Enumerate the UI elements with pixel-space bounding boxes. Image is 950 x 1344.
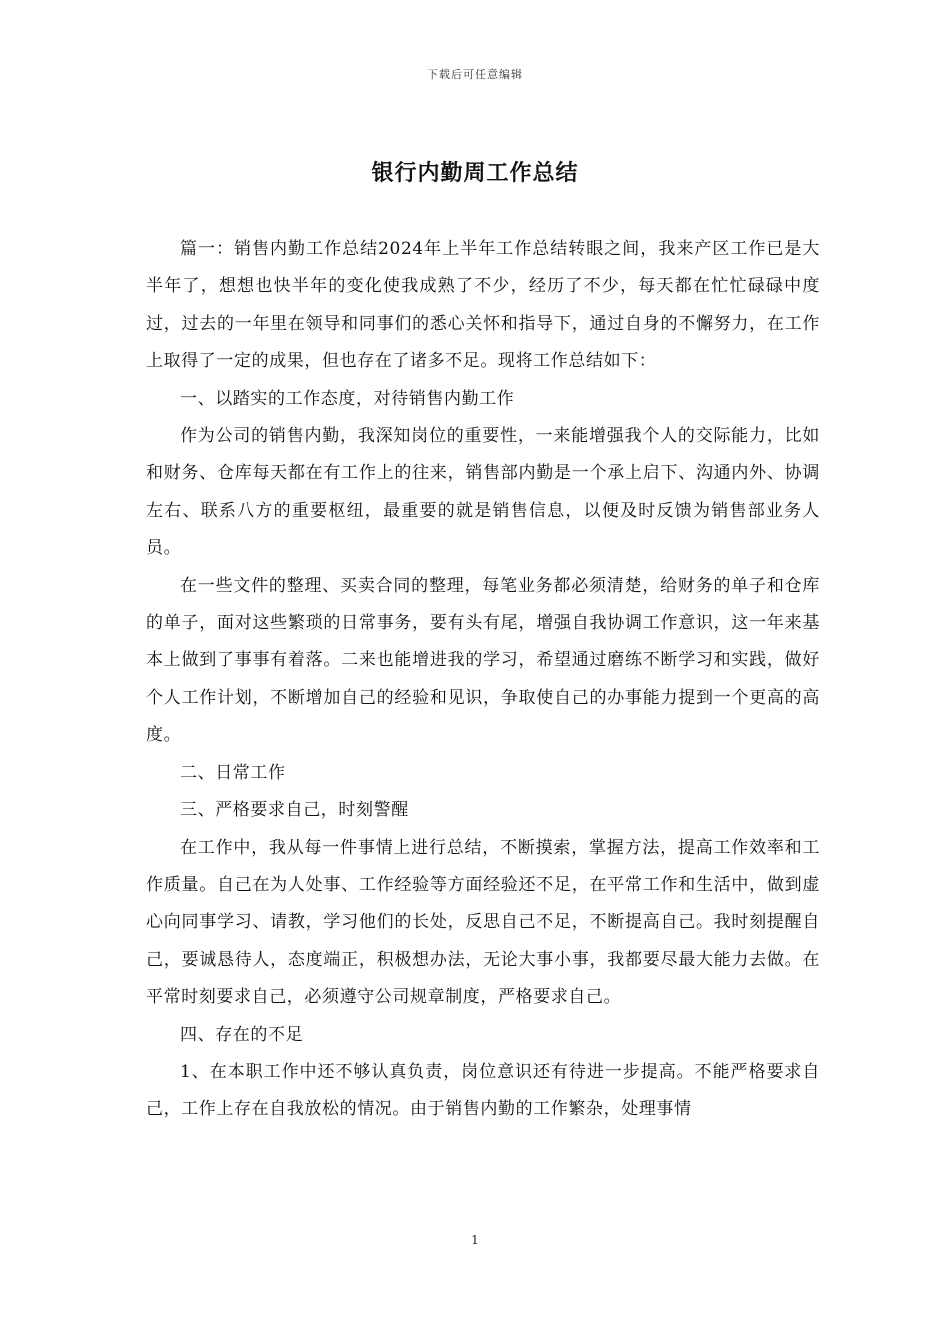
page-header: 下载后可任意编辑 xyxy=(427,68,523,81)
section-heading-3: 三、严格要求自己，时刻警醒 xyxy=(180,800,409,821)
section-heading-2: 二、日常工作 xyxy=(180,762,286,783)
paragraph: 在一些文件的整理、买卖合同的整理，每笔业务都必须清楚，给财务的单子和仓库的单子，面对这些繁琐的日常事务，要有头有尾，增强自我协调工作意识，这一年来基本上做到了事事有着落。二来也能增进我的学习，希望通过磨练不断学习和实践，做好个人工作计划，不断增加自己的经验和见识，争取使自己的办事能力提到一个更高的高度。 xyxy=(146,575,820,746)
paragraph: 在工作中，我从每一件事情上进行总结，不断摸索，掌握方法，提高工作效率和工作质量。自己在为人处事、工作经验等方面经验还不足，在平常工作和生活中，做到虚心向同事学习、请教，学习他们的长处，反思自己不足，不断提高自己。我时刻提醒自己，要诚恳待人，态度端正，积极想办法，无论大事小事，我都要尽最大能力去做。在平常时刻要求自己，必须遵守公司规章制度，严格要求自己。 xyxy=(146,837,820,1008)
paragraph: 1、在本职工作中还不够认真负责，岗位意识还有待进一步提高。不能严格要求自己，工作上存在自我放松的情况。由于销售内勤的工作繁杂，处理事情 xyxy=(146,1061,820,1120)
section-heading-4: 四、存在的不足 xyxy=(180,1024,304,1045)
document-title: 银行内勤周工作总结 xyxy=(371,160,579,186)
paragraph-intro: 篇一：销售内勤工作总结2024年上半年工作总结转眼之间，我来产区工作已是大半年了，想想也快半年的变化使我成熟了不少，经历了不少，每天都在忙忙碌碌中度过，过去的一年里在领导和同事们的悉心关怀和指导下，通过自身的不懈努力，在工作上取得了一定的成果，但也存在了诸多不足。现将工作总结如下： xyxy=(146,239,820,372)
section-heading-1: 一、以踏实的工作态度，对待销售内勤工作 xyxy=(180,388,515,409)
page-number: 1 xyxy=(471,1233,479,1247)
paragraph: 作为公司的销售内勤，我深知岗位的重要性，一来能增强我个人的交际能力，比如和财务、仓库每天都在有工作上的往来，销售部内勤是一个承上启下、沟通内外、协调左右、联系八方的重要枢纽，最重要的就是销售信息，以便及时反馈为销售部业务人员。 xyxy=(146,426,820,559)
document-body xyxy=(146,231,820,1129)
